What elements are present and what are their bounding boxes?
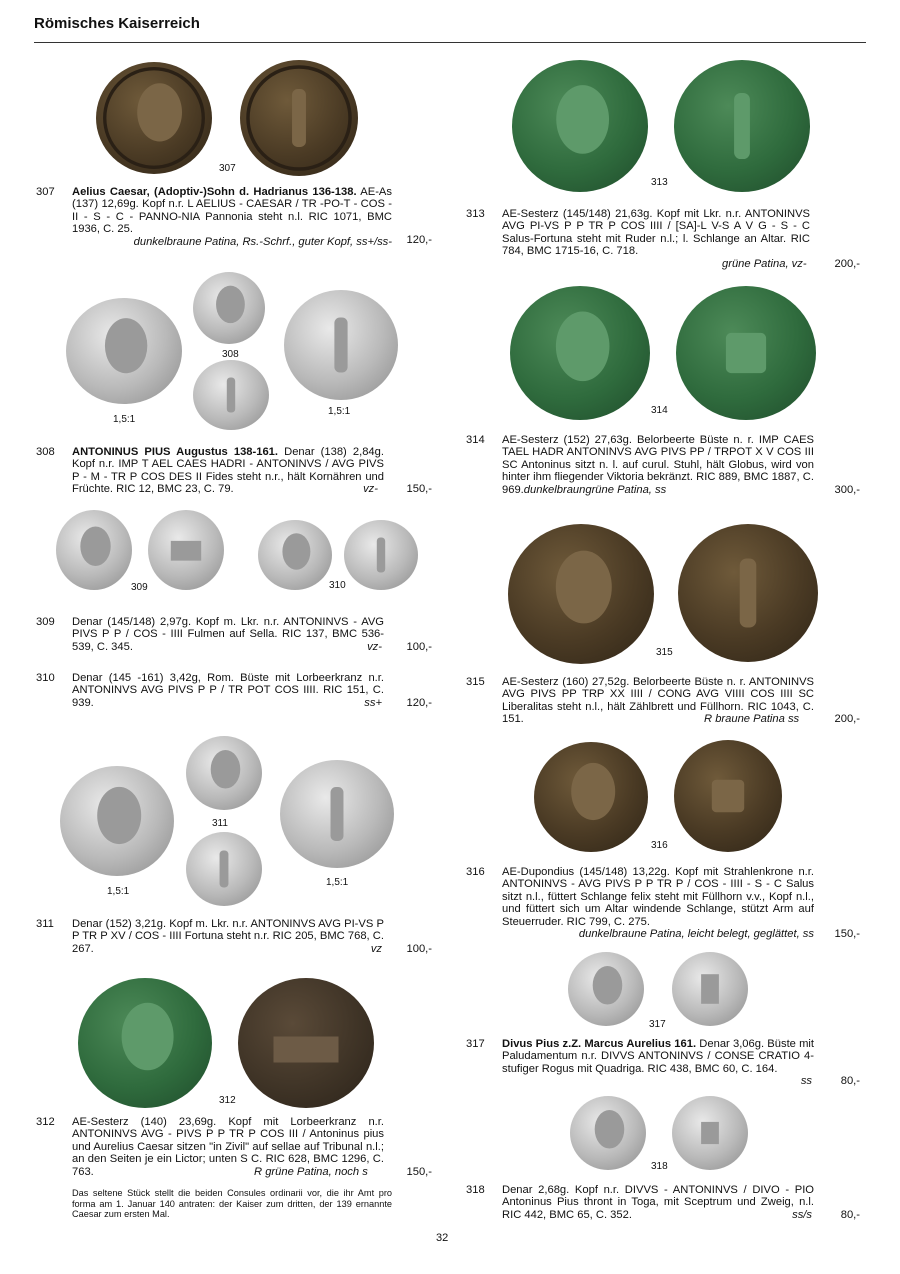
lot-description: AE-Sesterz (152) 27,63g. Belorbeerte Büste n. r. IMP CAES TAEL HADR ANTONINVS AVG PIVS PP / TRPOT X V COS III SC Antoninus sitzt n. l. auf curul. Stuhl, hält Globus, wird von hinter ihm fliegender Viktoria bekränzt. RIC 889, BMC 1887, C. 969. [502, 434, 814, 496]
coin-image-314-obverse [510, 286, 650, 420]
lot-price: 200,- [834, 258, 860, 270]
scale-label: 1,5:1 [326, 877, 349, 888]
coin-image-307-reverse [240, 60, 358, 176]
scale-label: 1,5:1 [107, 886, 130, 897]
lot-description: Denar (145 -161) 3,42g, Rom. Büste mit Lorbeerkranz n.r. ANTONINVS AVG PIVS P P / TR POT COS IIII. RIC 151, C. 939. [72, 672, 384, 709]
lot-price: 80,- [840, 1075, 860, 1087]
lot-price: 100,- [406, 943, 432, 955]
coin-caption-316: 316 [651, 840, 668, 851]
coin-image-314-reverse [676, 286, 816, 420]
lot-description: AE-Sesterz (160) 27,52g. Belorbeerte Büste n. r. ANTONINVS AVG PIVS PP TRP XX IIII / CONG AVG VIIII COS IIII SC Liberalitas steht n.l., hält Zählbrett und Füllhorn. RIC 1043, C. 151. [502, 676, 814, 726]
coin-caption-313: 313 [651, 177, 668, 188]
header-rule [34, 42, 866, 43]
lot-description: AE-Dupondius (145/148) 13,22g. Kopf mit Strahlenkrone n.r. ANTONINVS - AVG PIVS P P TR P / COS - IIII - S - C Salus sitzt n.l., füttert Schlange felix steht mit Füllhorn v.v., Kopf n.l., und füttert sich um Altar windende Schlange, stützt Arm auf Steuerruder. RIC 799, C. 275. [502, 866, 814, 928]
lot-description: AE-Sesterz (140) 23,69g. Kopf mit Lorbeerkranz n.r. ANTONINVS AVG - PIVS P P TR P COS III / Antoninus pius und Aurelius Caesar sitzen "in Zivil" auf sellae auf Tribunal n.l.; an den Seiten je ein Lictor; unten S C. RIC 628, BMC 1296, C. 763. [72, 1116, 384, 1178]
lot-condition: ss+ [364, 697, 382, 709]
lot-condition: ss [800, 1075, 812, 1087]
lot-condition: R braune Patina ss [704, 713, 800, 725]
lot-number: 309 [36, 616, 55, 628]
page-title: Römisches Kaiserreich [34, 15, 200, 32]
lot-description: Denar 3,06g. Büste mit Paludamentum n.r. DIVVS ANTONINVS / CONSE CRATIO 4-stufiger Rogus mit Quadriga. RIC 438, BMC 60, C. 164. [502, 1038, 815, 1075]
coin-caption-312: 312 [219, 1095, 236, 1106]
coin-image-308-small-obverse [193, 272, 265, 344]
lot-number: 312 [36, 1116, 55, 1128]
lot-price: 200,- [834, 713, 860, 725]
lot-price: 120,- [406, 697, 432, 709]
lot-condition: R grüne Patina, noch s [254, 1166, 368, 1178]
lot-condition: grüne Patina, vz- [722, 258, 807, 270]
lot-number: 307 [36, 186, 55, 198]
coin-image-310-reverse [344, 520, 418, 590]
coin-image-311-obverse [60, 766, 174, 876]
coin-caption-309: 309 [131, 582, 148, 593]
lot-title: ANTONINUS PIUS Augustus 138-161. [72, 446, 279, 458]
coin-image-309-obverse [56, 510, 132, 590]
lot-condition: vz [370, 943, 382, 955]
lot-description: Denar (138) 2,84g. Kopf n.r. IMP T AEL CAES HADRI - ANTONINVS / AVG PIVS P - M - TR P COS DES II Fides steht n.r., hält Kornähren und Früchte. RIC 12, BMC 23, C. 79. [72, 446, 384, 496]
lot-number: 313 [466, 208, 485, 220]
coin-image-315-reverse [678, 524, 818, 662]
lot-price: 150,- [834, 928, 860, 940]
coin-image-315-obverse [508, 524, 654, 664]
lot-number: 317 [466, 1038, 485, 1050]
lot-title: Aelius Caesar, (Adoptiv-)Sohn d. Hadrianus 136-138. [72, 186, 357, 198]
coin-image-317-obverse [568, 952, 644, 1026]
lot-price: 150,- [406, 1166, 432, 1178]
lot-condition: dunkelbraungrüne Patina, ss [523, 483, 667, 496]
lot-number: 315 [466, 676, 485, 688]
coin-caption-307: 307 [219, 163, 236, 174]
coin-image-311-small-obverse [186, 736, 262, 810]
lot-condition: vz- [367, 641, 382, 653]
lot-number: 308 [36, 446, 55, 458]
lot-price: 150,- [406, 483, 432, 495]
lot-title: Divus Pius z.Z. Marcus Aurelius 161. [502, 1038, 697, 1050]
coin-image-308-small-reverse [193, 360, 269, 430]
coin-image-313-obverse [512, 60, 648, 192]
coin-image-308-reverse [284, 290, 398, 400]
lot-price: 300,- [834, 484, 860, 496]
coin-image-311-small-reverse [186, 832, 262, 906]
lot-number: 318 [466, 1184, 485, 1196]
lot-price: 120,- [406, 234, 432, 246]
coin-image-312-reverse [238, 978, 374, 1108]
lot-description: Denar (145/148) 2,97g. Kopf m. Lkr. n.r. ANTONINVS - AVG PIVS P P / COS - IIII Fulmen auf Sella. RIC 137, BMC 536-539, C. 345. [72, 616, 384, 653]
lot-description: Denar 2,68g. Kopf n.r. DIVVS - ANTONINVS / DIVO - PIO Antoninus Pius thront in Toga, mit Sceptrum und Zweig, n.l. RIC 442, BMC 65, C. 352. [502, 1184, 814, 1221]
coin-image-311-reverse [280, 760, 394, 868]
lot-price: 80,- [840, 1209, 860, 1221]
lot-number: 311 [36, 918, 54, 930]
coin-caption-308: 308 [222, 349, 239, 360]
page-number: 32 [436, 1232, 449, 1244]
scale-label: 1,5:1 [328, 406, 351, 417]
lot-description: AE-As (137) 12,69g. Kopf n.r. L AELIUS - CAESAR / TR -PO-T - COS - II - S - C - PANNO-NIA Pannonia steht n.l. RIC 1071, BMC 1936, C. 25. [72, 186, 392, 236]
lot-condition: ss/s [792, 1209, 812, 1221]
lot-condition: dunkelbraune Patina, Rs.-Schrf., guter Kopf, ss+/ss- [133, 235, 392, 248]
lot-number: 316 [466, 866, 485, 878]
coin-image-310-obverse [258, 520, 332, 590]
coin-image-317-reverse [672, 952, 748, 1026]
coin-image-318-obverse [570, 1096, 646, 1170]
coin-image-312-obverse [78, 978, 212, 1108]
lot-description: Denar (152) 3,21g. Kopf m. Lkr. n.r. ANTONINVS AVG PI-VS P P TR P XV / COS - IIII Fortuna steht n.r. RIC 205, BMC 768, C. 267. [72, 918, 384, 955]
lot-number: 314 [466, 434, 485, 446]
lot-number: 310 [36, 672, 55, 684]
coin-image-307-obverse [96, 62, 212, 174]
coin-image-309-reverse [148, 510, 224, 590]
coin-caption-315: 315 [656, 647, 673, 658]
coin-caption-314: 314 [651, 405, 668, 416]
lot-condition: vz- [363, 483, 378, 495]
coin-image-316-reverse [674, 740, 782, 852]
lot-price: 100,- [406, 641, 432, 653]
coin-image-316-obverse [534, 742, 648, 852]
scale-label: 1,5:1 [113, 414, 136, 425]
coin-image-313-reverse [674, 60, 810, 192]
coin-caption-310: 310 [329, 580, 346, 591]
coin-caption-317: 317 [649, 1019, 666, 1030]
lot-note: Das seltene Stück stellt die beiden Consules ordinarii vor, die ihr Amt pro forma am 1. Januar 140 antraten: der Kaiser zum dritten, der 139 ernannte Caesar zum ersten Mal. [72, 1188, 392, 1220]
coin-caption-311: 311 [212, 818, 228, 829]
lot-condition: dunkelbraune Patina, leicht belegt, geglättet, ss [578, 928, 814, 941]
coin-caption-318: 318 [651, 1161, 668, 1172]
lot-description: AE-Sesterz (145/148) 21,63g. Kopf mit Lkr. n.r. ANTONINVS AVG PI-VS P P TR P COS IIII / [SA]-L V-S A V G - S - C Salus-Fortuna steht mit Ruder n.l.; l. Schlange an Altar. RIC 784, BMC 1715-16, C. 718. [502, 208, 810, 258]
coin-image-308-obverse [66, 298, 182, 404]
coin-image-318-reverse [672, 1096, 748, 1170]
